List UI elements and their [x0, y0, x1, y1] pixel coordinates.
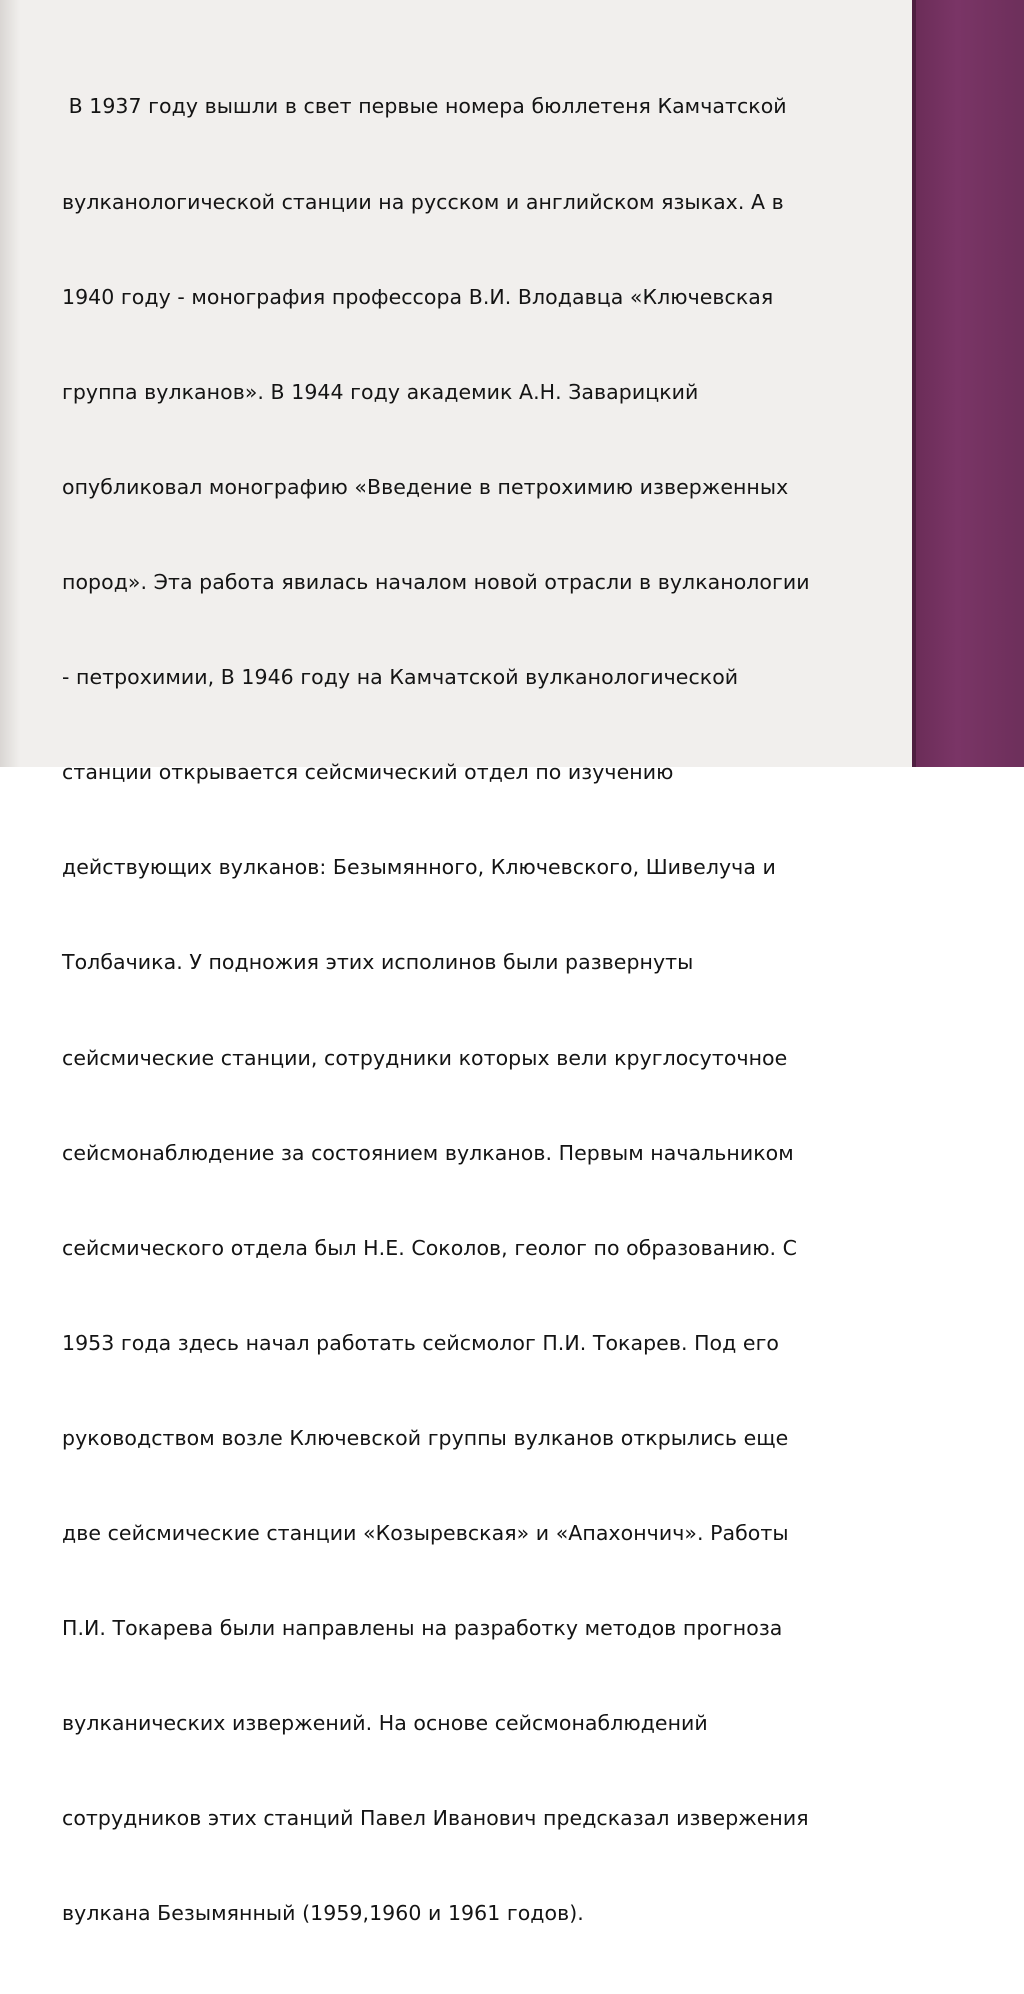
text-line: вулкана Безымянный (1959,1960 и 1961 годов). — [62, 1901, 584, 1926]
text-line: сотрудников этих станций Павел Иванович предсказал извержения — [62, 1806, 809, 1831]
text-line: вулканических извержений. На основе сейсмонаблюдений — [62, 1711, 708, 1736]
text-line: вулканологической станции на русском и английском языках. А в — [62, 189, 784, 214]
text-line: две сейсмические станции «Козыревская» и «Апахончич». Работы — [62, 1521, 789, 1546]
text-line: 1940 году - монография профессора В.И. Влодавца «Ключевская — [62, 284, 774, 309]
text-line: станции открывается сейсмический отдел по изучению — [62, 760, 674, 785]
text-line: Толбачика. У подножия этих исполинов были развернуты — [62, 950, 694, 975]
text-line: П.И. Токарева были направлены на разработку методов прогноза — [62, 1616, 783, 1641]
text-line: группа вулканов». В 1944 году академик А.Н. Заварицкий — [62, 379, 699, 404]
body-text — [62, 28, 890, 1994]
text-line: 1953 года здесь начал работать сейсмолог П.И. Токарев. Под его — [62, 1330, 780, 1355]
text-line: - петрохимии, В 1946 году на Камчатской вулканологической — [62, 665, 739, 690]
text-line: опубликовал монографию «Введение в петрохимию изверженных — [62, 474, 789, 499]
text-line: действующих вулканов: Безымянного, Ключевского, Шивелуча и — [62, 855, 776, 880]
accent-bar — [912, 0, 1024, 767]
text-line: сейсмонаблюдение за состоянием вулканов. Первым начальником — [62, 1140, 794, 1165]
text-line: сейсмического отдела был Н.Е. Соколов, геолог по образованию. С — [62, 1235, 798, 1260]
text-line: сейсмические станции, сотрудники которых вели круглосуточное — [62, 1045, 788, 1070]
text-line: В 1937 году вышли в свет первые номера бюллетеня Камчатской — [62, 94, 787, 119]
accent-bar-edge — [912, 0, 916, 767]
text-line: руководством возле Ключевской группы вулканов открылись еще — [62, 1425, 789, 1450]
text-line: пород». Эта работа явилась началом новой отрасли в вулканологии — [62, 569, 810, 594]
left-shade — [0, 0, 20, 767]
